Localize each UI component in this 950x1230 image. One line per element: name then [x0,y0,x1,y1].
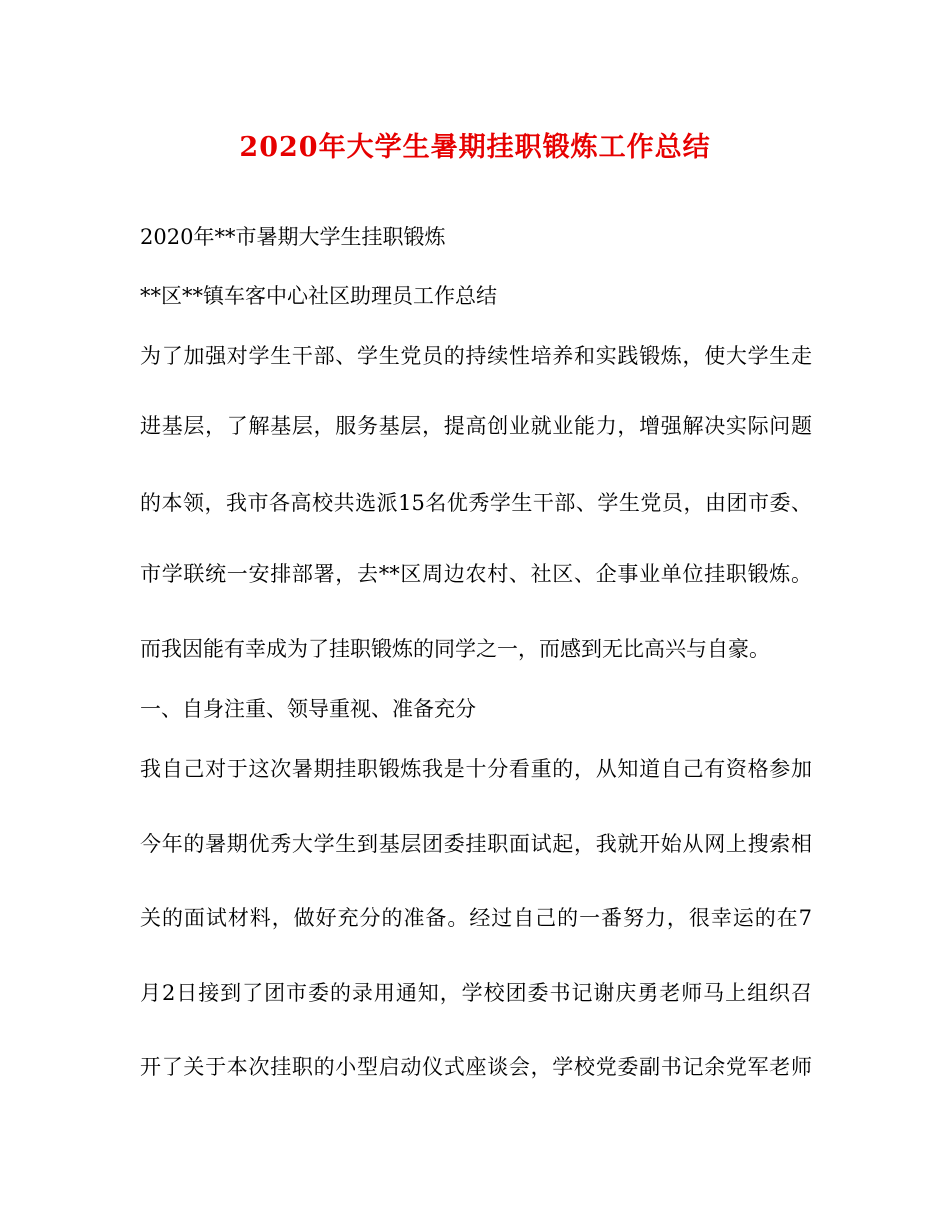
subtitle-line-1: 2020年**市暑期大学生挂职锻炼 [140,225,446,249]
paragraph-line: 而我因能有幸成为了挂职锻炼的同学之一，而感到无比高兴与自豪。 [140,637,770,661]
document-title: 2020年大学生暑期挂职锻炼工作总结 [239,132,711,163]
section-heading: 一、自身注重、领导重视、准备充分 [140,697,476,721]
paragraph-line: 今年的暑期优秀大学生到基层团委挂职面试起，我就开始从网上搜索相 [140,832,812,856]
subtitle-line-2: **区**镇车客中心社区助理员工作总结 [140,284,497,308]
paragraph-line: 市学联统一安排部署，去**区周边农村、社区、企事业单位挂职锻炼。 [140,562,812,586]
paragraph-line: 关的面试材料，做好充分的准备。经过自己的一番努力，很幸运的在7 [140,906,812,930]
paragraph-line: 的本领，我市各高校共选派15名优秀学生干部、学生党员，由团市委、 [140,491,812,515]
paragraph-line: 月2日接到了团市委的录用通知，学校团委书记谢庆勇老师马上组织召 [140,981,812,1005]
paragraph-line: 我自己对于这次暑期挂职锻炼我是十分看重的，从知道自己有资格参加 [140,757,812,781]
paragraph-line: 开了关于本次挂职的小型启动仪式座谈会，学校党委副书记余党军老师 [140,1055,812,1079]
paragraph-line: 为了加强对学生干部、学生党员的持续性培养和实践锻炼，使大学生走 [140,344,812,368]
paragraph-line: 进基层，了解基层，服务基层，提高创业就业能力，增强解决实际问题 [140,414,812,438]
